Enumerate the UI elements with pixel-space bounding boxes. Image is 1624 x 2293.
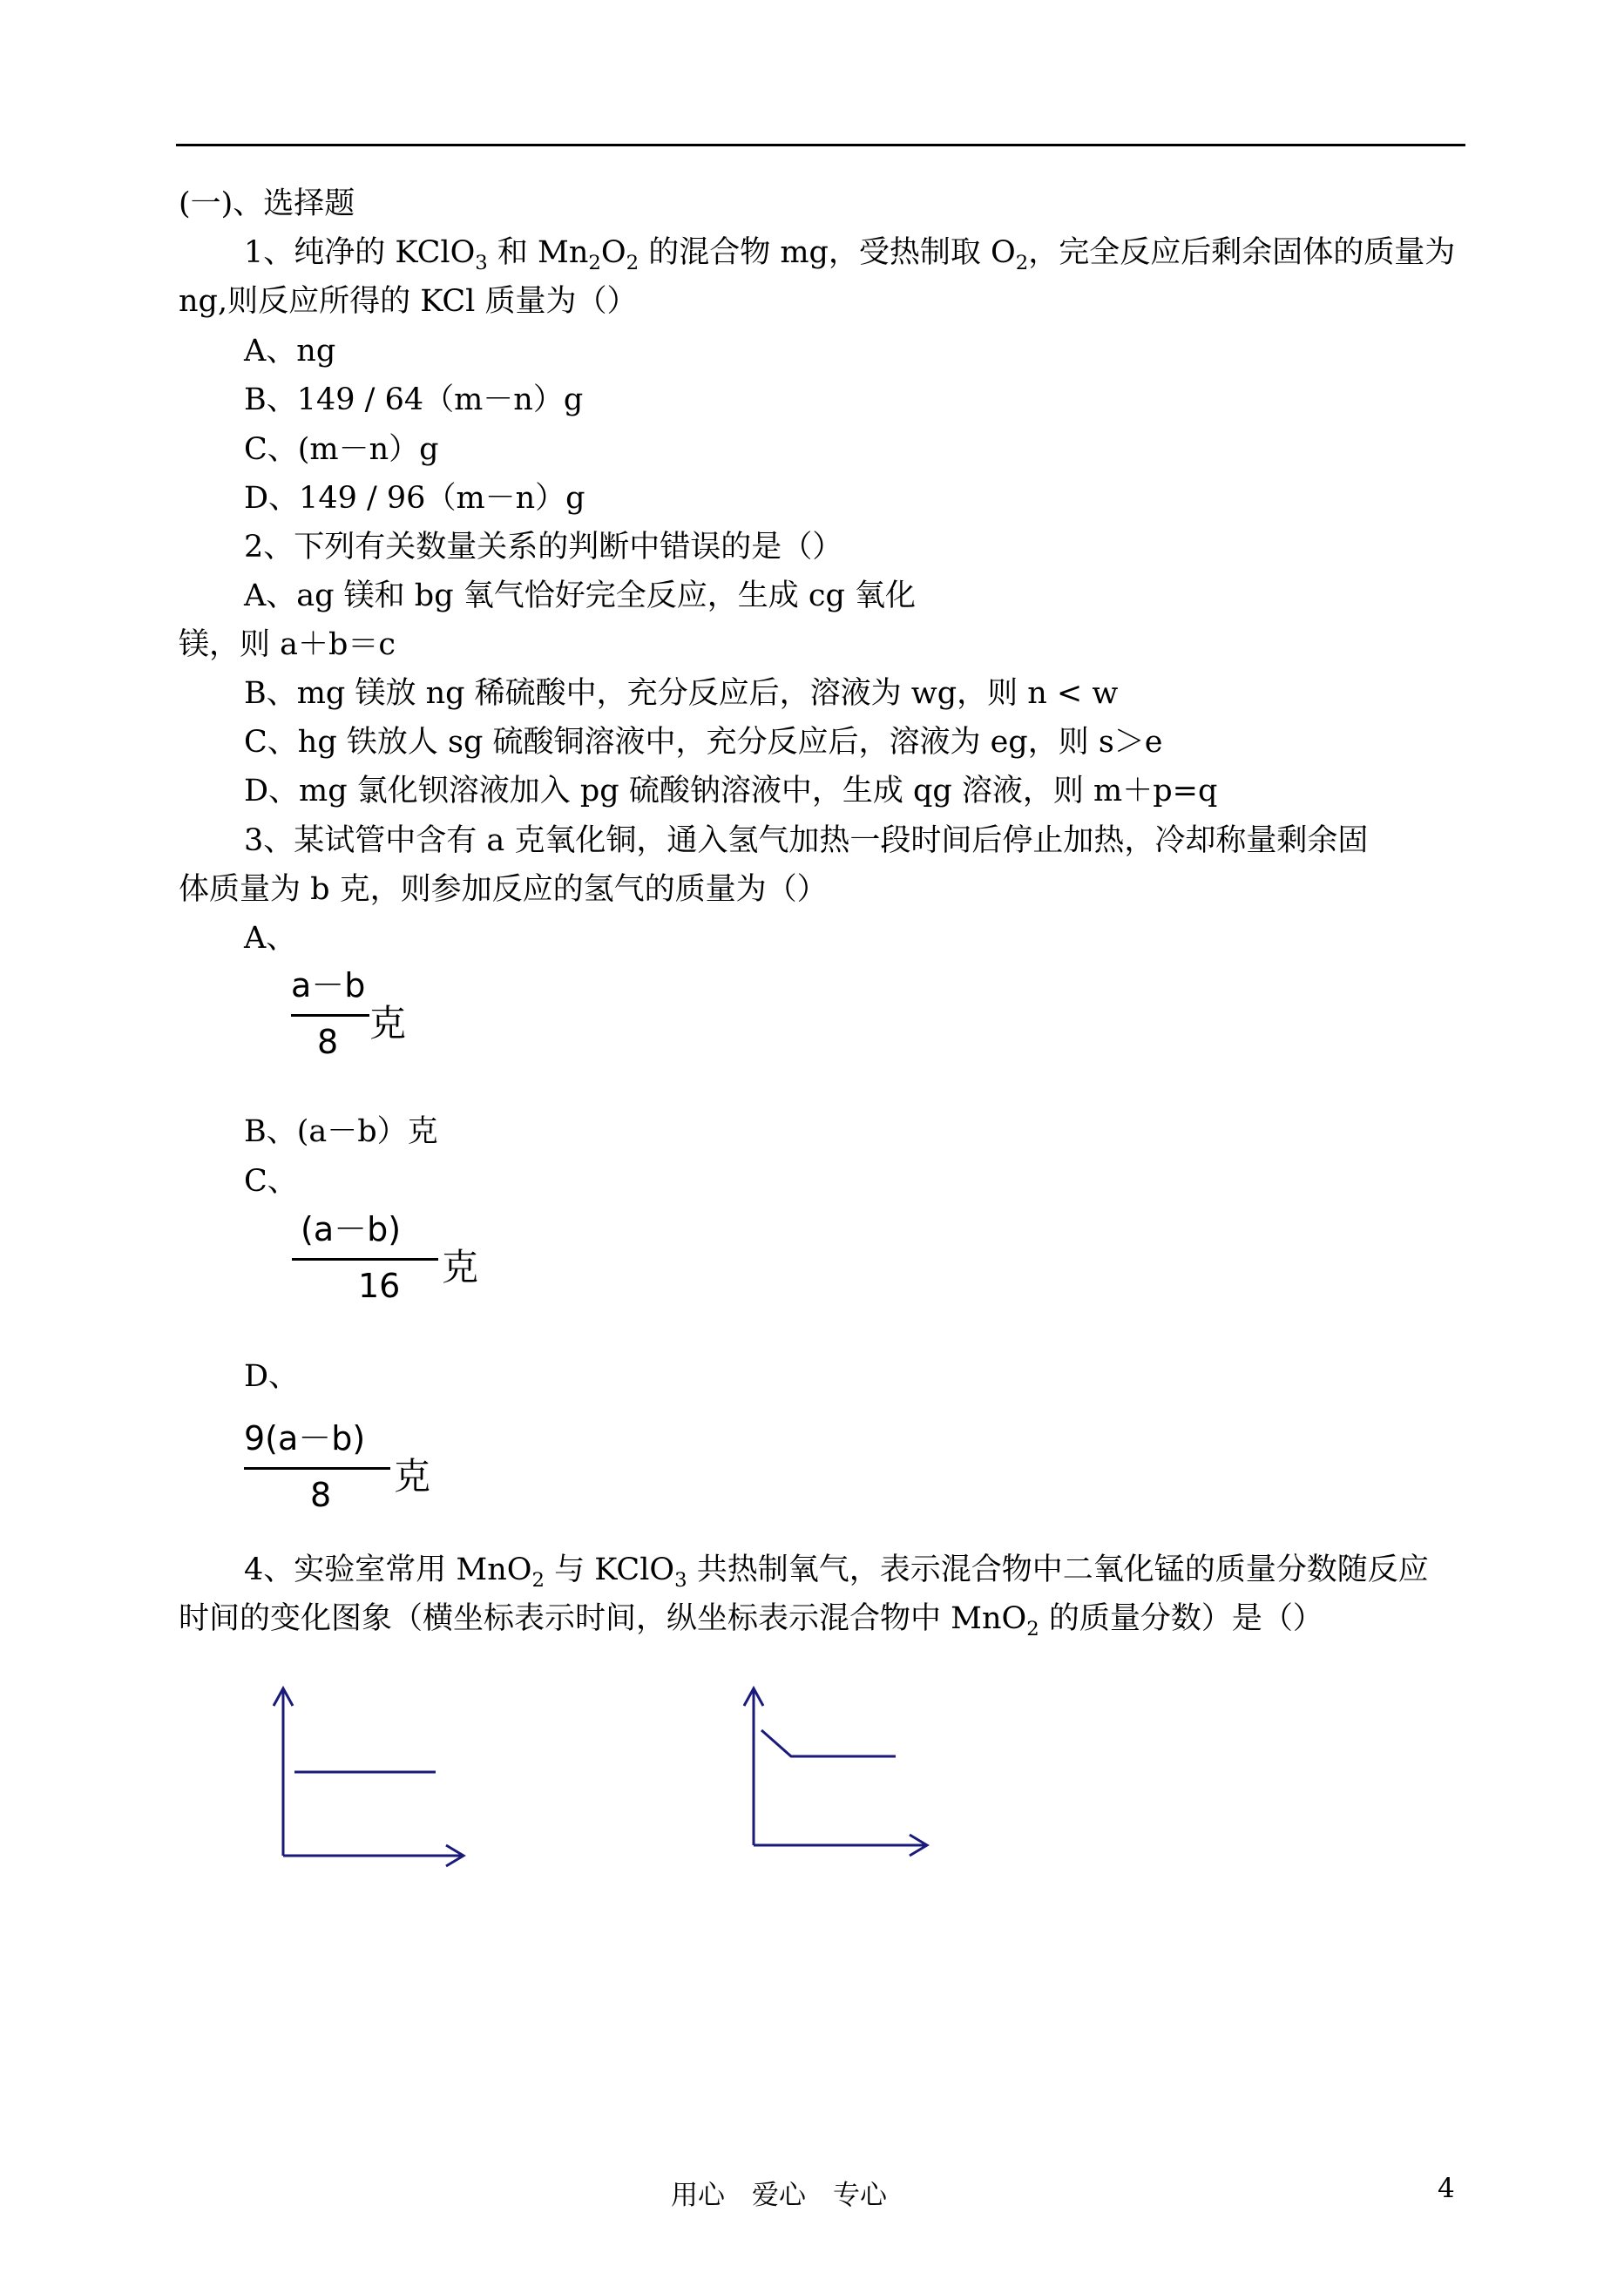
- q3-option-c-label: C、: [244, 1164, 298, 1199]
- q1-option-a: A、ng: [244, 334, 336, 369]
- q4-graph-2-axes: [744, 1688, 927, 1856]
- q3-a-fraction-bar: [291, 1014, 369, 1017]
- q2-option-a-line-2: 镁，则 a＋b＝c: [179, 627, 396, 662]
- q4-line-2: 时间的变化图象（横坐标表示时间，纵坐标表示混合物中 MnO$_2$ 的质量分数）是（）: [179, 1601, 1323, 1640]
- q3-d-numerator: 9(a－b): [244, 1419, 366, 1458]
- q3-option-d-label: D、: [244, 1359, 300, 1394]
- q4-graph-1-axes: [274, 1688, 464, 1866]
- q4-graph-2-curve: [761, 1730, 896, 1756]
- q3-c-numerator: (a－b): [301, 1210, 402, 1248]
- q3-a-unit: 克: [369, 1002, 407, 1045]
- q3-c-denominator: 16: [358, 1267, 401, 1305]
- section-title: (一)、选择题: [179, 186, 355, 221]
- footer-motto: 用心 爱心 专心: [671, 2180, 887, 2211]
- q4-line-1: 4、实验室常用 MnO$_2$ 与 KClO$_3$ 共热制氧气，表示混合物中二氧化锰的质量分数随反应: [244, 1552, 1429, 1592]
- q2-option-b: B、mg 镁放 ng 稀硫酸中，充分反应后，溶液为 wg，则 n < w: [244, 676, 1119, 711]
- q1-option-d: D、149 / 96（m－n）g: [244, 481, 585, 516]
- q2-option-d: D、mg 氯化钡溶液加入 pg 硫酸钠溶液中，生成 qg 溶液，则 m＋p=q: [244, 774, 1218, 808]
- q1-option-b: B、149 / 64（m－n）g: [244, 382, 584, 417]
- page-number: 4: [1438, 2173, 1455, 2204]
- q3-option-a-label: A、: [244, 921, 297, 956]
- q3-line-2: 体质量为 b 克，则参加反应的氢气的质量为（）: [179, 872, 828, 907]
- q3-option-d-fraction: [244, 1411, 453, 1533]
- q1-line-1: 1、纯净的 KClO$_3$ 和 $Mn_2O_2$ 的混合物 mg，受热制取 $O_2$，完全反应后剩余固体的质量为: [244, 235, 1456, 274]
- q1-option-c: C、(m－n）g: [244, 432, 439, 467]
- q3-d-denominator: 8: [310, 1476, 332, 1514]
- q3-d-fraction-bar: [244, 1467, 390, 1470]
- q3-line-1: 3、某试管中含有 a 克氧化铜，通入氢气加热一段时间后停止加热，冷却称量剩余固: [244, 823, 1369, 858]
- q3-a-denominator: 8: [317, 1023, 339, 1061]
- q3-a-numerator: a－b: [291, 966, 366, 1004]
- q3-c-fraction-bar: [292, 1258, 438, 1261]
- q2-option-c: C、hg 铁放人 sg 硫酸铜溶液中，充分反应后，溶液为 eg，则 s＞e: [244, 725, 1163, 760]
- q3-option-b: B、(a－b）克: [244, 1114, 438, 1149]
- q3-c-unit: 克: [442, 1246, 479, 1289]
- q2-stem: 2、下列有关数量关系的判断中错误的是（）: [244, 530, 843, 565]
- q3-d-unit: 克: [394, 1455, 431, 1498]
- q4-graph-2: [732, 1673, 958, 1882]
- q2-option-a-line-1: A、ag 镁和 bg 氧气恰好完全反应，生成 cg 氧化: [244, 578, 916, 613]
- q3-option-a-fraction: [288, 958, 462, 1080]
- q4-graph-1: [261, 1673, 488, 1882]
- header-rule: [176, 144, 1465, 146]
- q3-option-c-fraction: [292, 1202, 501, 1324]
- q1-line-2: ng,则反应所得的 KCl 质量为（）: [179, 284, 638, 319]
